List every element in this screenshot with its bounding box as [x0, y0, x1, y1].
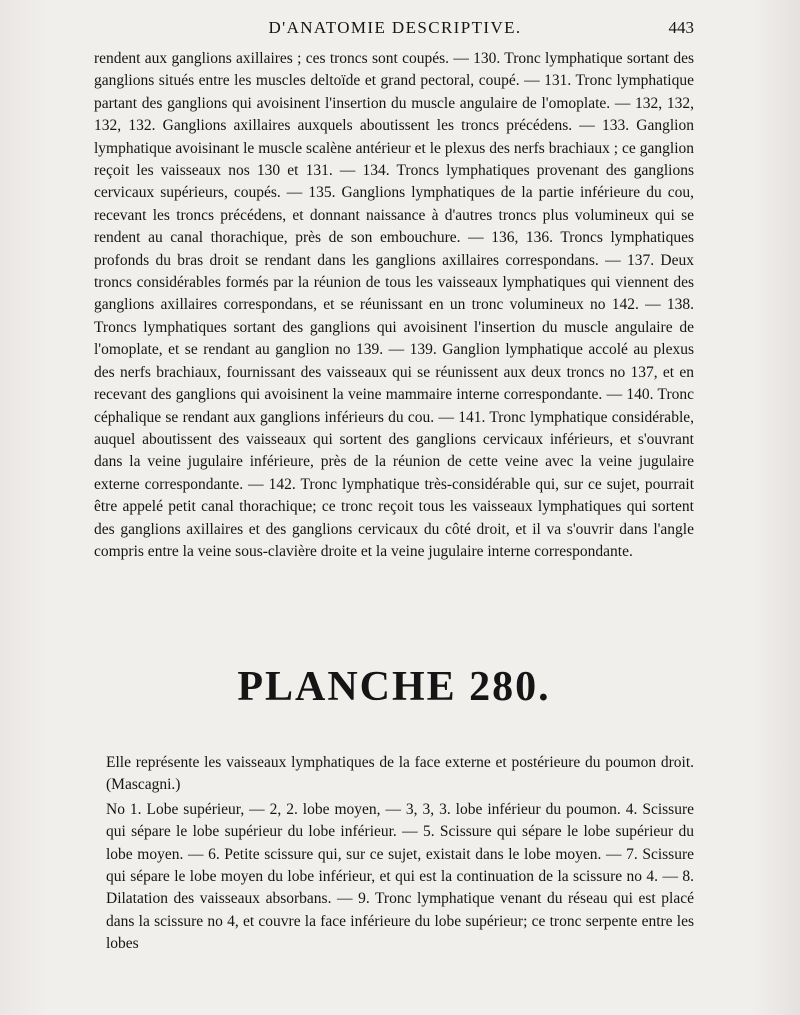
- running-header: [96, 18, 694, 44]
- plate-description: [94, 752, 694, 956]
- body-paragraph: rendent aux ganglions axillaires ; ces troncs sont coupés. — 130. Tronc lymphatique sortant des ganglions situés entre les muscles deltoïde et grand pectoral, coupé. — 131. Tronc lymphatique partant des ganglions qui avoisinent l'insertion du muscle angulaire de l'omoplate. — 132, 132, 132, 132. Ganglions axillaires auxquels aboutissent les troncs précédens. — 133. Ganglion lymphatique avoisinant le muscle scalène antérieur et le plexus des nerfs brachiaux ; ce ganglion reçoit les vaisseaux nos 130 et 131. — 134. Troncs lymphatiques provenant des ganglions cervicaux supérieurs, coupés. — 135. Ganglions lymphatiques de la partie inférieure du cou, recevant les troncs précédens, et donnant naissance à d'autres troncs plus volumineux qui se rendent au canal thorachique, près de son embouchure. — 136, 136. Troncs lymphatiques profonds du bras droit se rendant dans les ganglions axillaires correspondans. — 137. Deux troncs considérables formés par la réunion de tous les vaisseaux lymphatiques qui viennent des ganglions axillaires correspondans, et se réunissant en un tronc volumineux no 142. — 138. Troncs lymphatiques sortant des ganglions qui avoisinent l'insertion du muscle angulaire de l'omoplate, et se rendant au ganglion no 139. — 139. Ganglion lymphatique accolé au plexus des nerfs brachiaux, fournissant des vaisseaux qui se réunissent aux deux troncs no 137, et en recevant des ganglions qui avoisinent la veine mammaire interne correspondante. — 140. Tronc céphalique se rendant aux ganglions inférieurs du cou. — 141. Tronc lymphatique considérable, auquel aboutissent des vaisseaux qui sortent des ganglions cervicaux inférieurs, et s'ouvrant dans la veine jugulaire inférieure, près de la réunion de cette veine avec la veine jugulaire externe correspondante. — 142. Tronc lymphatique très-considérable qui, sur ce sujet, pourrait être appelé petit canal thorachique; ce tronc reçoit tous les vaisseaux lymphatiques qui sortent des ganglions axillaires et des ganglions cervicaux du côté droit, et il va s'ouvrir dans l'angle compris entre la veine sous-clavière droite et la veine jugulaire interne correspondante.: [94, 50, 694, 560]
- running-title: D'ANATOMIE DESCRIPTIVE.: [268, 18, 522, 37]
- plate-legend: No 1. Lobe supérieur, — 2, 2. lobe moyen, — 3, 3, 3. lobe inférieur du poumon. 4. Scissure qui sépare le lobe supérieur du lobe inférieur. — 5. Scissure qui sépare le lobe supérieur du lobe moyen. — 6. Petite scissure qui, sur ce sujet, existait dans le lobe moyen. — 7. Scissure qui sépare le lobe moyen du lobe inférieur, et qui est la continuation de la scissure no 4. — 8. Dilatation des vaisseaux absorbans. — 9. Tronc lymphatique venant du réseau qui est placé dans la scissure no 4, et couvre la face inférieure du lobe supérieur; ce tronc serpente entre les lobes: [106, 800, 694, 953]
- plate-intro: Elle représente les vaisseaux lymphatiques de la face externe et postérieure du poumon droit. (Mascagni.): [106, 754, 694, 794]
- body-paragraph-block: [94, 48, 694, 563]
- plate-heading: PLANCHE 280.: [237, 664, 551, 710]
- page-number: 443: [668, 18, 694, 37]
